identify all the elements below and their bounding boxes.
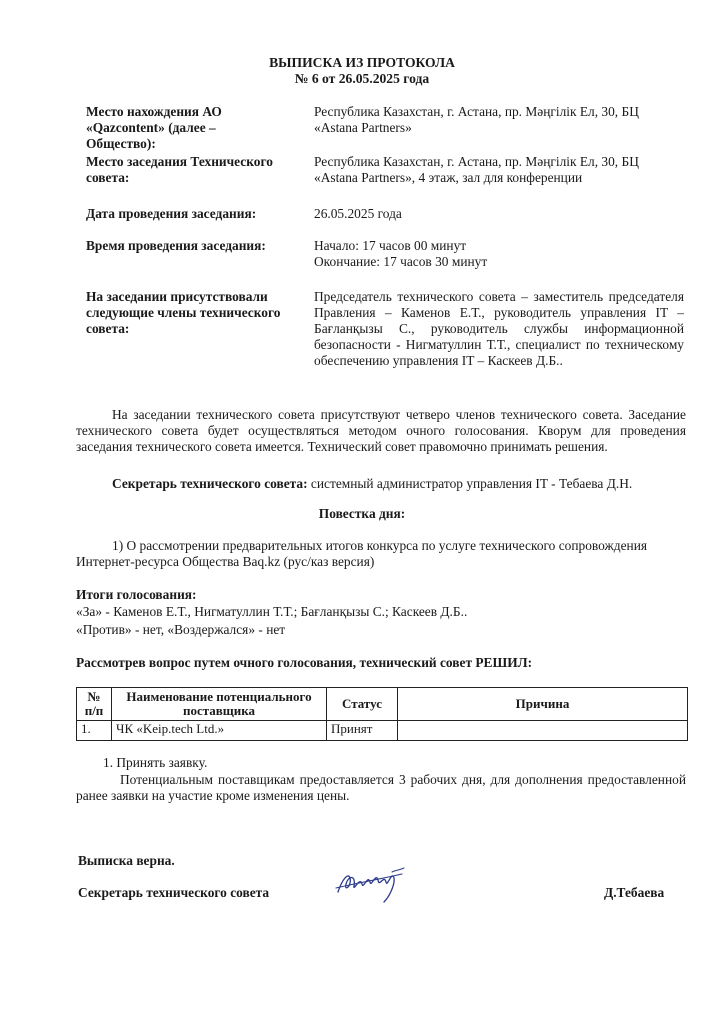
agenda-title: Повестка дня: bbox=[318, 506, 406, 521]
header-status: Статус bbox=[327, 688, 398, 721]
time-end: Окончание: 17 часов 30 минут bbox=[314, 254, 488, 269]
venue-value: Республика Казахстан, г. Астана, пр. Мәңгілік Ел, 30, БЦ «Astana Partners», 4 этаж, зал для конференции bbox=[314, 154, 639, 185]
decision-item: 1. Принять заявку. bbox=[103, 755, 208, 770]
venue-label bbox=[86, 154, 291, 186]
signature-image bbox=[332, 862, 412, 906]
voting-against: «Против» - нет, «Воздержался» - нет bbox=[76, 622, 286, 637]
table-header-row bbox=[77, 688, 688, 721]
secretary-value: системный администратор управления IT - Тебаева Д.Н. bbox=[307, 476, 633, 491]
header-supplier: Наименование потенциального поставщика bbox=[112, 688, 327, 721]
cell-number: 1. bbox=[77, 721, 112, 741]
location-label-line: «Qazcontent» (далее – bbox=[86, 120, 216, 135]
header-number: № п/п bbox=[77, 688, 112, 721]
attendees-value: Председатель технического совета – заместитель председателя Правления – Каменов Е.Т., руководитель управления IT – Бағланқызы С., руководитель службы информационной безопасности - Нигматуллин Т.Т., специалист по техническому обеспечению управления IT – Каскеев Д.Б.. bbox=[314, 289, 684, 368]
attendees-label-line: следующие члены технического bbox=[86, 305, 281, 320]
location-value: Республика Казахстан, г. Астана, пр. Мәңгілік Ел, 30, БЦ «Astana Partners» bbox=[314, 104, 639, 135]
voting-title: Итоги голосования: bbox=[76, 587, 197, 602]
date-value: 26.05.2025 года bbox=[314, 206, 402, 221]
cell-supplier: ЧК «Keip.tech Ltd.» bbox=[112, 721, 327, 741]
verified-text: Выписка верна. bbox=[78, 853, 175, 868]
location-label-line: Место нахождения АО bbox=[86, 104, 222, 119]
agenda-item: 1) О рассмотрении предварительных итогов конкурса по услуге технического сопровождения Интернет-ресурса Общества Baq.kz (рус/каз версия) bbox=[76, 538, 648, 569]
secretary-label: Секретарь технического совета: bbox=[112, 476, 308, 491]
header-reason: Причина bbox=[398, 688, 688, 721]
table-row bbox=[77, 721, 688, 741]
secretary-title: Секретарь технического совета bbox=[78, 885, 270, 900]
document-title-block bbox=[0, 55, 724, 87]
decision-note: Потенциальным поставщикам предоставляется 3 рабочих дня, для дополнения предоставленной ранее заявки на участие кроме изменения цены. bbox=[76, 772, 686, 803]
location-label-line: Общество): bbox=[86, 136, 156, 151]
cell-reason bbox=[398, 721, 688, 741]
location-label bbox=[86, 104, 291, 152]
date-label: Дата проведения заседания: bbox=[86, 206, 257, 221]
decision-title: Рассмотрев вопрос путем очного голосования, технический совет РЕШИЛ: bbox=[76, 655, 533, 670]
quorum-paragraph: На заседании технического совета присутствуют четверо членов технического совета. Заседание технического совета будет осуществляться методом очного голосования. Кворум для проведения заседания технического совета имеется. Технический совет правомочно принимать решения. bbox=[76, 407, 686, 454]
secretary-line bbox=[76, 476, 686, 492]
time-start: Начало: 17 часов 00 минут bbox=[314, 238, 467, 253]
venue-label-line: Место заседания Технического bbox=[86, 154, 273, 169]
venue-label-line: совета: bbox=[86, 170, 130, 185]
voting-for: «За» - Каменов Е.Т., Нигматуллин Т.Т.; Бағланқызы С.; Каскеев Д.Б.. bbox=[76, 604, 468, 619]
time-label: Время проведения заседания: bbox=[86, 238, 266, 253]
document-title: ВЫПИСКА ИЗ ПРОТОКОЛА bbox=[269, 55, 455, 70]
cell-status: Принят bbox=[327, 721, 398, 741]
results-table bbox=[76, 687, 688, 741]
attendees-label-line: На заседании присутствовали bbox=[86, 289, 268, 304]
time-value bbox=[314, 238, 684, 270]
attendees-label bbox=[86, 289, 291, 337]
secretary-name: Д.Тебаева bbox=[604, 885, 665, 900]
attendees-label-line: совета: bbox=[86, 321, 130, 336]
document-subtitle: № 6 от 26.05.2025 года bbox=[294, 71, 430, 86]
